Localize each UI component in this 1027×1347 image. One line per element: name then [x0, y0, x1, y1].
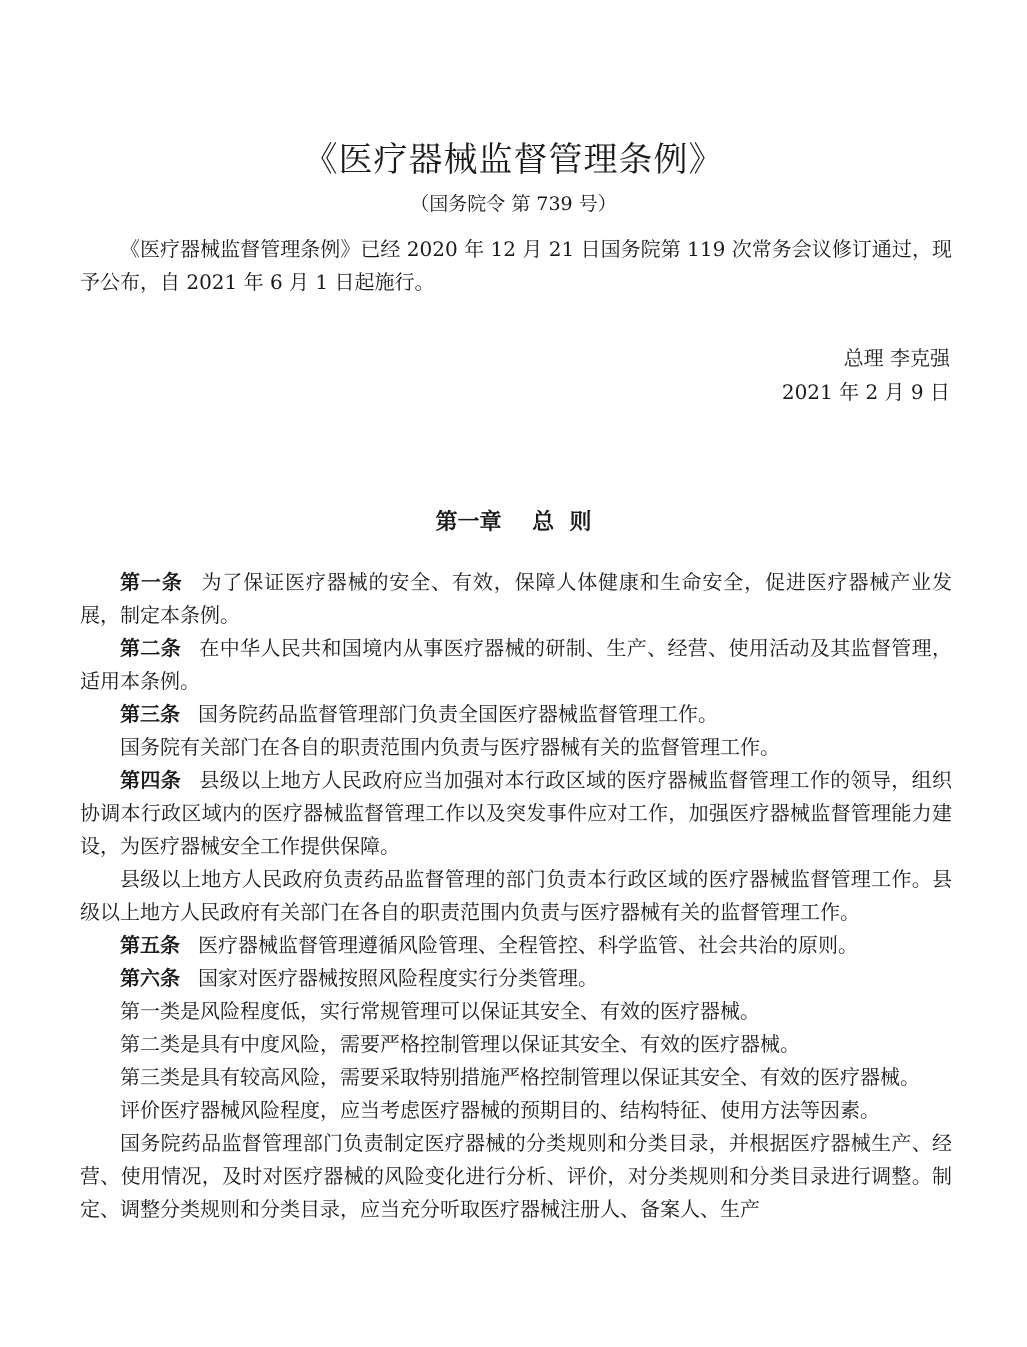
paragraph — [80, 764, 952, 863]
paragraph — [80, 698, 952, 731]
chapter-heading: 第一章 总 则 — [435, 510, 592, 535]
preamble-block — [80, 233, 952, 299]
article-label: 第四条 — [120, 768, 182, 792]
preamble-text: 《医疗器械监督管理条例》已经 2020 年 12 月 21 日国务院第 119 次常务会议修订通过，现予公布，自 2021 年 6 月 1 日起施行。 — [80, 237, 952, 294]
signature-date: 2021 年 2 月 9 日 — [781, 380, 950, 404]
paragraph — [80, 1061, 952, 1094]
paragraph — [80, 962, 952, 995]
paragraph — [80, 1028, 952, 1061]
paragraph — [80, 929, 952, 962]
document-title: 《医疗器械监督管理条例》 — [303, 140, 724, 180]
document-subtitle: （国务院令 第 739 号） — [410, 193, 617, 215]
paragraph-text: 第三类是具有较高风险，需要采取特别措施严格控制管理以保证其安全、有效的医疗器械。 — [120, 1065, 920, 1089]
paragraph-text: 国务院药品监督管理部门负责制定医疗器械的分类规则和分类目录，并根据医疗器械生产、经营、使用情况，及时对医疗器械的风险变化进行分析、评价，对分类规则和分类目录进行调整。制定、调整分类规则和分类目录，应当充分听取医疗器械注册人、备案人、生产 — [80, 1131, 952, 1221]
paragraph-text: 医疗器械监督管理遵循风险管理、全程管控、科学监管、社会共治的原则。 — [198, 933, 858, 957]
paragraph-text: 第二类是具有中度风险，需要严格控制管理以保证其安全、有效的医疗器械。 — [120, 1032, 800, 1056]
paragraph — [80, 566, 952, 632]
paragraph — [80, 863, 952, 929]
paragraph-text: 第一类是风险程度低，实行常规管理可以保证其安全、有效的医疗器械。 — [120, 999, 760, 1023]
paragraph — [80, 1094, 952, 1127]
paragraph-text: 县级以上地方人民政府负责药品监督管理的部门负责本行政区域的医疗器械监督管理工作。县级以上地方人民政府有关部门在各自的职责范围内负责与医疗器械有关的监督管理工作。 — [80, 867, 952, 924]
paragraph-text: 为了保证医疗器械的安全、有效，保障人体健康和生命安全，促进医疗器械产业发展，制定本条例。 — [80, 570, 953, 627]
paragraph — [80, 1127, 952, 1226]
signature-name: 总理 李克强 — [843, 346, 950, 370]
paragraph — [80, 995, 952, 1028]
article-label: 第一条 — [120, 570, 183, 594]
article-label: 第六条 — [120, 966, 180, 990]
paragraph-text: 国务院药品监督管理部门负责全国医疗器械监督管理工作。 — [198, 702, 718, 726]
paragraph-text: 县级以上地方人民政府应当加强对本行政区域的医疗器械监督管理工作的领导，组织协调本行政区域内的医疗器械监督管理工作以及突发事件应对工作，加强医疗器械监督管理能力建设，为医疗器械安全工作提供保障。 — [80, 768, 953, 858]
paragraph-text: 国务院有关部门在各自的职责范围内负责与医疗器械有关的监督管理工作。 — [120, 735, 780, 759]
paragraph-text: 国家对医疗器械按照风险程度实行分类管理。 — [198, 966, 598, 990]
paragraph-text: 在中华人民共和国境内从事医疗器械的研制、生产、经营、使用活动及其监督管理，适用本条例。 — [80, 636, 953, 693]
articles-body — [80, 566, 952, 1226]
article-label: 第三条 — [120, 702, 180, 726]
paragraph — [80, 632, 952, 698]
article-label: 第五条 — [120, 933, 180, 957]
paragraph — [80, 731, 952, 764]
article-label: 第二条 — [120, 636, 182, 660]
paragraph-text: 评价医疗器械风险程度，应当考虑医疗器械的预期目的、结构特征、使用方法等因素。 — [120, 1098, 880, 1122]
